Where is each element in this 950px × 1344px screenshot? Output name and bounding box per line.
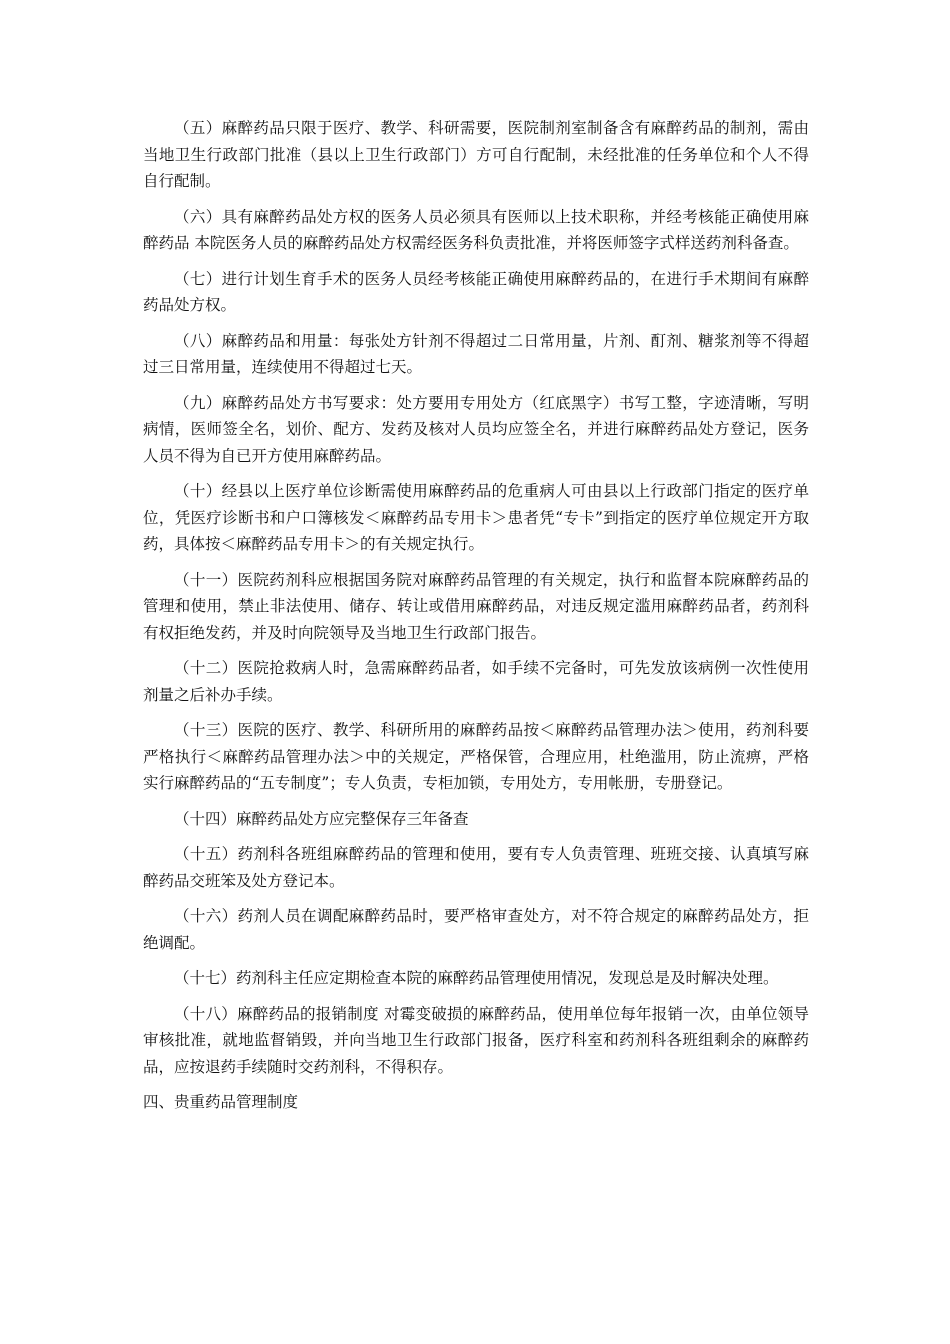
paragraph-18: （十八）麻醉药品的报销制度 对霉变破损的麻醉药品，使用单位每年报销一次，由单位领导审核批准，就地监督销毁，并向当地卫生行政部门报备，医疗科室和药剂科各班组剩余的麻醉药品，应按退药手续随时交药剂科，不得积存。 bbox=[143, 1004, 809, 1076]
paragraph-6: （六）具有麻醉药品处方权的医务人员必须具有医师以上技术职称，并经考核能正确使用麻醉药品 本院医务人员的麻醉药品处方权需经医务科负责批准，并将医师签字式样送药剂科备查。 bbox=[143, 207, 809, 252]
paragraph-10: （十）经县以上医疗单位诊断需使用麻醉药品的危重病人可由县以上行政部门指定的医疗单位，凭医疗诊断书和户口簿核发＜麻醉药品专用卡＞患者凭“专卡”到指定的医疗单位规定开方取药，具体按＜麻醉药品专用卡＞的有关规定执行。 bbox=[143, 482, 809, 553]
paragraph-14: （十四）麻醉药品处方应完整保存三年备查 bbox=[174, 809, 469, 828]
paragraph-5: （五）麻醉药品只限于医疗、教学、科研需要，医院制剂室制备含有麻醉药品的制剂，需由当地卫生行政部门批准（县以上卫生行政部门）方可自行配制，未经批准的任务单位和个人不得自行配制。 bbox=[143, 119, 809, 190]
section-heading: 四、贵重药品管理制度 bbox=[143, 1093, 299, 1111]
paragraph-12: （十二）医院抢救病人时，急需麻醉药品者，如手续不完备时，可先发放该病例一次性使用剂量之后补办手续。 bbox=[143, 659, 809, 704]
paragraph-16: （十六）药剂人员在调配麻醉药品时，要严格审查处方，对不符合规定的麻醉药品处方，拒绝调配。 bbox=[143, 907, 809, 952]
paragraph-15: （十五）药剂科各班组麻醉药品的管理和使用，要有专人负责管理、班班交接、认真填写麻醉药品交班笨及处方登记本。 bbox=[143, 845, 809, 890]
document-body bbox=[143, 115, 809, 1116]
paragraph-8: （八）麻醉药品和用量：每张处方针剂不得超过二日常用量，片剂、酊剂、糖浆剂等不得超过三日常用量，连续使用不得超过七天。 bbox=[143, 331, 809, 376]
paragraph-11: （十一）医院药剂科应根据国务院对麻醉药品管理的有关规定，执行和监督本院麻醉药品的管理和使用，禁止非法使用、储存、转让或借用麻醉药品，对违反规定滥用麻醉药品者，药剂科有权拒绝发药，并及时向院领导及当地卫生行政部门报告。 bbox=[143, 570, 809, 642]
paragraph-9: （九）麻醉药品处方书写要求：处方要用专用处方（红底黑字）书写工整，字迹清晰，写明病情，医师签全名，划价、配方、发药及核对人员均应签全名，并进行麻醉药品处方登记，医务人员不得为自已开方使用麻醉药品。 bbox=[143, 393, 809, 465]
paragraph-7: （七）进行计划生育手术的医务人员经考核能正确使用麻醉药品的，在进行手术期间有麻醉药品处方权。 bbox=[143, 269, 809, 314]
paragraph-17: （十七）药剂科主任应定期检查本院的麻醉药品管理使用情况，发现总是及时解决处理。 bbox=[174, 969, 779, 987]
paragraph-13: （十三）医院的医疗、教学、科研所用的麻醉药品按＜麻醉药品管理办法＞使用，药剂科要严格执行＜麻醉药品管理办法＞中的关规定，严格保管，合理应用，杜绝滥用，防止流痹，严格实行麻醉药品的“五专制度”；专人负责，专柜加锁，专用处方，专用帐册，专册登记。 bbox=[143, 721, 809, 792]
